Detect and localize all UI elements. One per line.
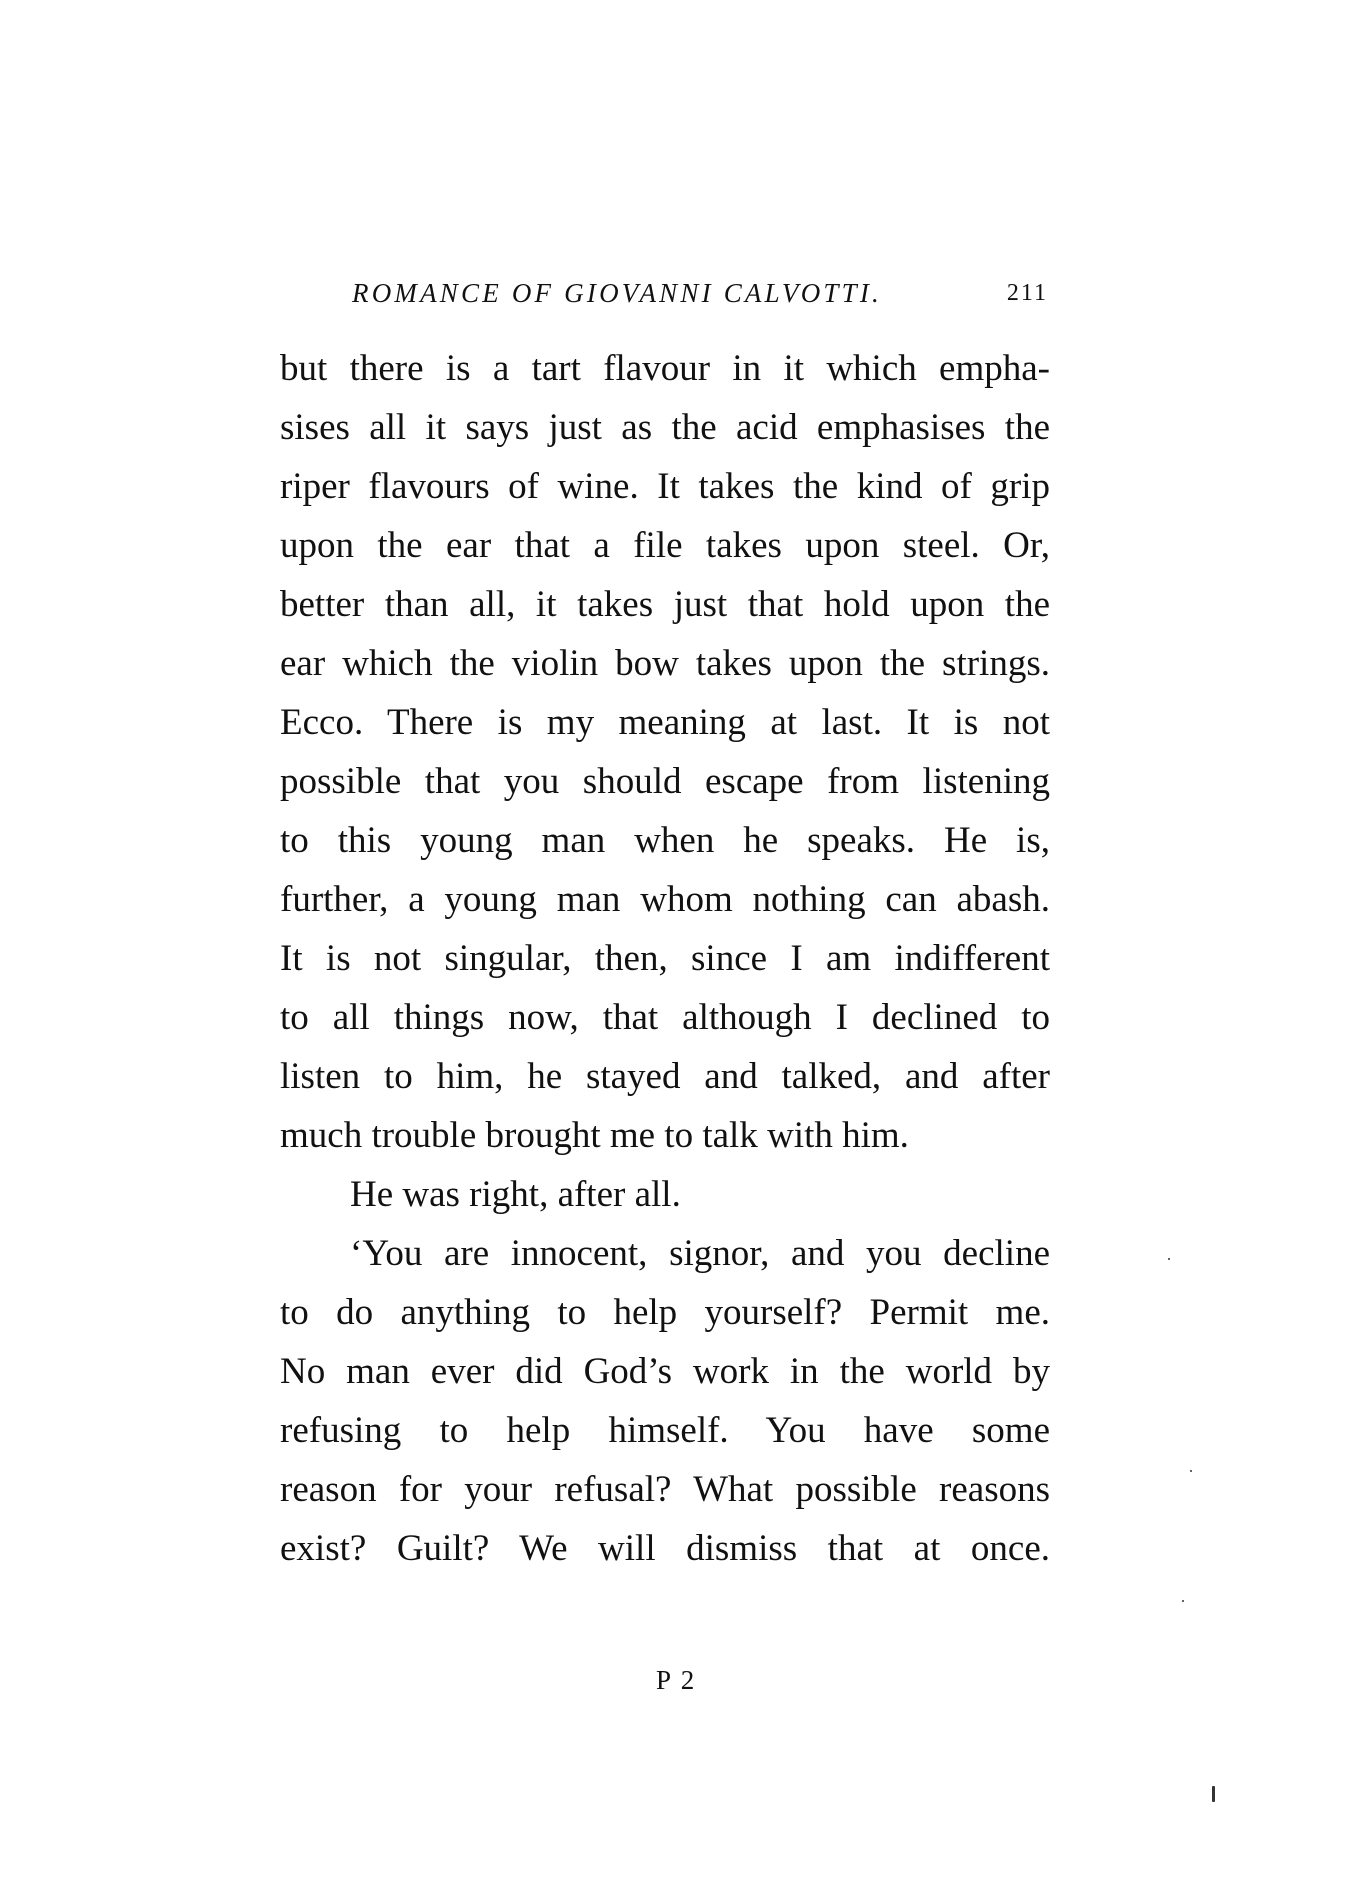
- text-line: listen to him, he stayed and talked, and after: [280, 1056, 1050, 1097]
- print-speck: [1190, 1470, 1192, 1472]
- text-line: exist? Guilt? We will dismiss that at once.: [280, 1528, 1050, 1569]
- text-line: ‘You are innocent, signor, and you decline: [350, 1233, 1050, 1274]
- text-line: sises all it says just as the acid emphasises the: [280, 407, 1050, 448]
- text-line: but there is a tart flavour in it which empha-: [280, 348, 1050, 389]
- print-speck: [1182, 1600, 1184, 1602]
- text-line: riper flavours of wine. It takes the kind of grip: [280, 466, 1050, 507]
- text-line: to all things now, that although I declined to: [280, 997, 1050, 1038]
- text-line: to this young man when he speaks. He is,: [280, 820, 1050, 861]
- text-line: reason for your refusal? What possible reasons: [280, 1469, 1050, 1510]
- signature-mark: P 2: [656, 1665, 697, 1695]
- text-line: to do anything to help yourself? Permit me.: [280, 1292, 1050, 1333]
- page-number: 211: [1006, 280, 1048, 306]
- text-line: refusing to help himself. You have some: [280, 1410, 1050, 1451]
- text-line: better than all, it takes just that hold upon the: [280, 584, 1050, 625]
- running-head-title: ROMANCE OF GIOVANNI CALVOTTI.: [352, 278, 882, 308]
- running-head: [352, 278, 1048, 318]
- text-line: He was right, after all.: [350, 1174, 681, 1215]
- text-line: It is not singular, then, since I am indifferent: [280, 938, 1050, 979]
- print-speck: [1168, 1258, 1170, 1260]
- text-line: further, a young man whom nothing can abash.: [280, 879, 1050, 920]
- text-line: upon the ear that a file takes upon steel. Or,: [280, 525, 1050, 566]
- text-line: possible that you should escape from listening: [280, 761, 1050, 802]
- text-line: much trouble brought me to talk with him.: [280, 1115, 909, 1156]
- text-line: ear which the violin bow takes upon the strings.: [280, 643, 1050, 684]
- print-speck: [1212, 1786, 1215, 1802]
- text-line: Ecco. There is my meaning at last. It is not: [280, 702, 1050, 743]
- text-line: No man ever did God’s work in the world by: [280, 1351, 1050, 1392]
